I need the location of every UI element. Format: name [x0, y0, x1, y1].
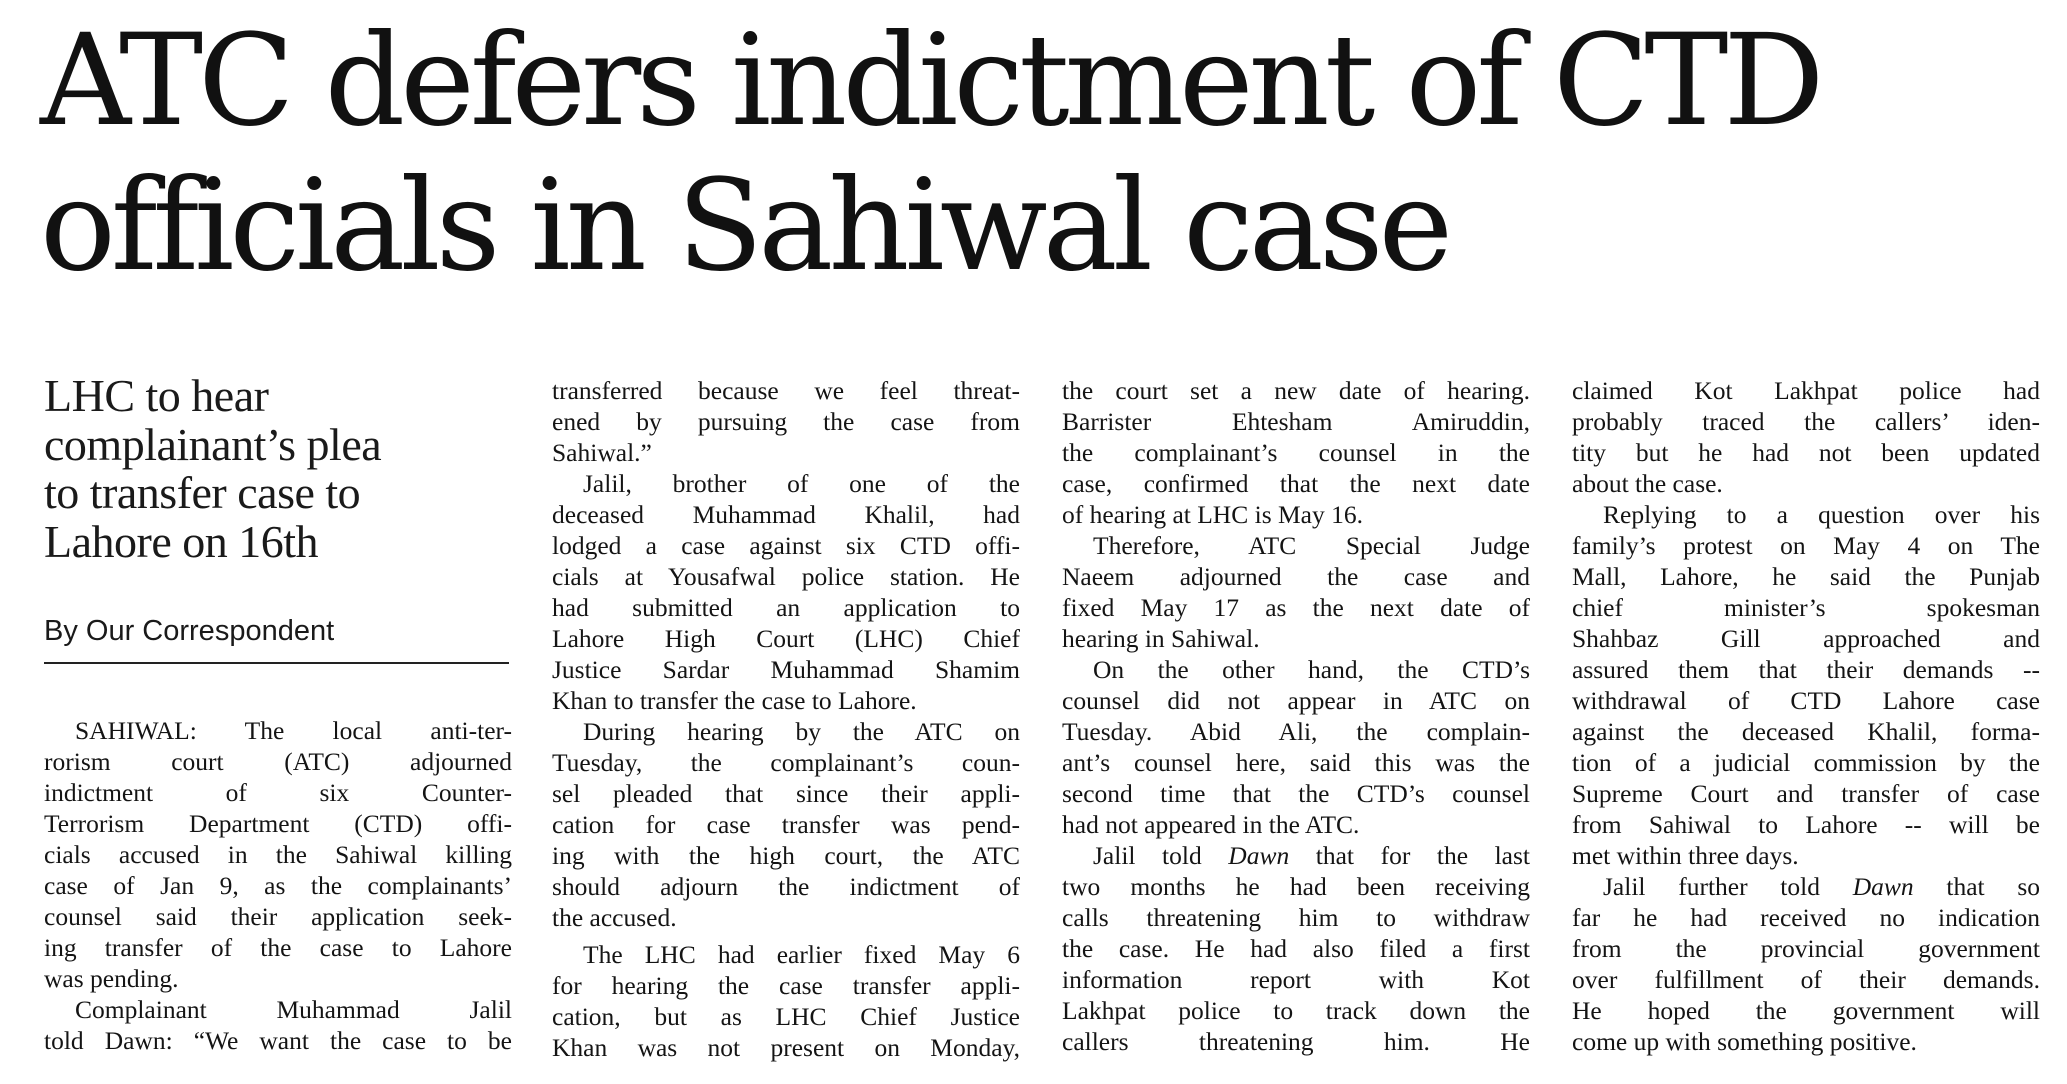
article-column-3	[1062, 375, 1530, 1057]
text-line: met within three days.	[1572, 841, 1799, 870]
byline: By Our Correspondent	[44, 615, 335, 647]
headline	[40, 8, 2040, 298]
text-line: far he had received no indication	[1572, 903, 2040, 932]
text-line: case of Jan 9, as the complainants’	[44, 871, 512, 900]
text-line: sel pleaded that since their appli-	[552, 779, 1020, 808]
headline-line: ATC defers indictment of CTD	[40, 7, 1820, 154]
text-line: counsel said their application seek-	[44, 902, 512, 931]
text-line: the case. He had also filed a first	[1062, 934, 1530, 963]
byline-rule	[44, 662, 509, 664]
text-line: second time that the CTD’s counsel	[1062, 779, 1530, 808]
text-line: Justice Sardar Muhammad Shamim	[552, 655, 1020, 684]
text-line: hearing in Sahiwal.	[1062, 624, 1260, 653]
text-line: Mall, Lahore, he said the Punjab	[1572, 562, 2040, 591]
text-line: During hearing by the ATC on	[583, 717, 1020, 746]
text-run: that so	[1913, 872, 2040, 901]
deck-line: complainant’s plea	[44, 418, 382, 470]
text-line: was pending.	[44, 964, 179, 993]
text-line: Barrister Ehtesham Amiruddin,	[1062, 407, 1530, 436]
subheadline-deck	[44, 372, 514, 566]
text-line: cation, but as LHC Chief Justice	[552, 1002, 1020, 1031]
text-line: withdrawal of CTD Lahore case	[1572, 686, 2040, 715]
text-line: the court set a new date of hearing.	[1062, 376, 1530, 405]
text-line: cials accused in the Sahiwal killing	[44, 840, 512, 869]
text-line: cation for case transfer was pend-	[552, 810, 1020, 839]
text-line: over fulfillment of their demands.	[1572, 965, 2040, 994]
text-line: the accused.	[552, 903, 677, 932]
text-run: Jalil told	[1093, 841, 1229, 870]
text-line: rorism court (ATC) adjourned	[44, 747, 512, 776]
text-line: of hearing at LHC is May 16.	[1062, 500, 1363, 529]
text-line: from the provincial government	[1572, 934, 2040, 963]
text-line: Khan to transfer the case to Lahore.	[552, 686, 917, 715]
text-run: that for the last	[1289, 841, 1530, 870]
text-line: Tuesday. Abid Ali, the complain-	[1062, 717, 1530, 746]
text-line: from Sahiwal to Lahore -- will be	[1572, 810, 2040, 839]
text-line: against the deceased Khalil, forma-	[1572, 717, 2040, 746]
text-line: tion of a judicial commission by the	[1572, 748, 2040, 777]
text-line: Therefore, ATC Special Judge	[1093, 531, 1530, 560]
text-line: about the case.	[1572, 469, 1723, 498]
text-line: Lahore High Court (LHC) Chief	[552, 624, 1020, 653]
text-line: Tuesday, the complainant’s coun-	[552, 748, 1020, 777]
text-line: probably traced the callers’ iden-	[1572, 407, 2040, 436]
text-line: assured them that their demands --	[1572, 655, 2040, 684]
text-line: come up with something positive.	[1572, 1027, 1917, 1056]
text-line: information report with Kot	[1062, 965, 1530, 994]
text-line: ant’s counsel here, said this was the	[1062, 748, 1530, 777]
text-run: Jalil further told	[1603, 872, 1853, 901]
text-line: family’s protest on May 4 on The	[1572, 531, 2040, 560]
text-line: Lakhpat police to track down the	[1062, 996, 1530, 1025]
text-line: Terrorism Department (CTD) offi-	[44, 809, 512, 838]
text-line: ing with the high court, the ATC	[552, 841, 1020, 870]
text-line: Naeem adjourned the case and	[1062, 562, 1530, 591]
text-line: On the other hand, the CTD’s	[1093, 655, 1530, 684]
text-line: calls threatening him to withdraw	[1062, 903, 1530, 932]
text-line: ened by pursuing the case from	[552, 407, 1020, 436]
text-line: claimed Kot Lakhpat police had	[1572, 376, 2040, 405]
article-column-2	[552, 375, 1020, 1063]
text-line: case, confirmed that the next date	[1062, 469, 1530, 498]
text-line: Shahbaz Gill approached and	[1572, 624, 2040, 653]
text-line: callers threatening him. He	[1062, 1027, 1530, 1056]
article-column-4	[1572, 375, 2040, 1057]
deck-line: LHC to hear	[44, 370, 269, 421]
text-line: Jalil, brother of one of the	[583, 469, 1020, 498]
text-line: had submitted an application to	[552, 593, 1020, 622]
text-line: lodged a case against six CTD offi-	[552, 531, 1020, 560]
text-line: had not appeared in the ATC.	[1062, 810, 1360, 839]
text-line: for hearing the case transfer appli-	[552, 971, 1020, 1000]
text-line: ing transfer of the case to Lahore	[44, 933, 512, 962]
text-line: SAHIWAL: The local anti-ter-	[75, 716, 512, 745]
publication-name: Dawn	[1228, 841, 1290, 870]
text-line	[1572, 871, 2040, 902]
text-line: indictment of six Counter-	[44, 778, 512, 807]
text-line: Supreme Court and transfer of case	[1572, 779, 2040, 808]
text-line: He hoped the government will	[1572, 996, 2040, 1025]
text-line: should adjourn the indictment of	[552, 872, 1020, 901]
text-line: chief minister’s spokesman	[1572, 593, 2040, 622]
text-line: tity but he had not been updated	[1572, 438, 2040, 467]
text-line: The LHC had earlier fixed May 6	[583, 940, 1020, 969]
text-line: the complainant’s counsel in the	[1062, 438, 1530, 467]
text-line: Complainant Muhammad Jalil	[75, 995, 512, 1024]
text-line: fixed May 17 as the next date of	[1062, 593, 1530, 622]
text-line: Khan was not present on Monday,	[552, 1033, 1020, 1062]
text-line: Replying to a question over his	[1603, 500, 2040, 529]
deck-line: to transfer case to	[44, 467, 361, 518]
text-line: told Dawn: “We want the case to be	[44, 1026, 512, 1055]
text-line: deceased Muhammad Khalil, had	[552, 500, 1020, 529]
text-line	[1062, 840, 1530, 871]
text-line: transferred because we feel threat-	[552, 376, 1020, 405]
text-line: cials at Yousafwal police station. He	[552, 562, 1020, 591]
text-line: two months he had been receiving	[1062, 872, 1530, 901]
text-line: Sahiwal.”	[552, 438, 652, 467]
headline-line: officials in Sahiwal case	[40, 152, 1449, 299]
article-column-1	[44, 715, 512, 1056]
publication-name: Dawn	[1852, 872, 1914, 901]
text-line: counsel did not appear in ATC on	[1062, 686, 1530, 715]
deck-line: Lahore on 16th	[44, 515, 319, 567]
